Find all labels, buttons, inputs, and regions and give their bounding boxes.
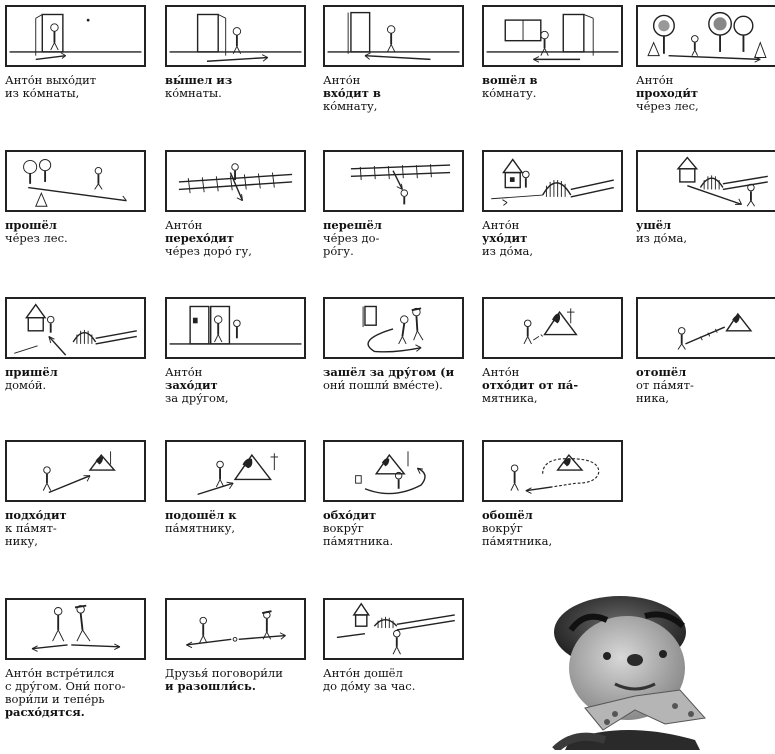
caption-text: до до́му за час. xyxy=(323,679,416,693)
caption-text: ушёл xyxy=(636,218,672,232)
caption-line xyxy=(165,245,310,258)
panel-16-picture xyxy=(5,440,146,502)
panel-11-picture xyxy=(5,297,146,359)
caption-line xyxy=(5,535,150,548)
panel-16 xyxy=(5,440,150,548)
scene-leaving-house xyxy=(484,152,621,210)
caption-text: па́мятника. xyxy=(323,534,394,548)
panel-20-caption xyxy=(5,667,150,719)
panel-4 xyxy=(482,5,627,100)
caption-text: к па́мят- xyxy=(5,521,57,535)
scene-crossing-road xyxy=(167,152,304,210)
panel-9-picture xyxy=(482,150,623,212)
panel-13-picture xyxy=(323,297,464,359)
caption-line xyxy=(323,245,468,258)
caption-text: и разошли́сь. xyxy=(165,679,256,693)
caption-line xyxy=(165,680,310,693)
caption-text: Анто́н выхо́дит xyxy=(5,73,97,87)
caption-text: па́мятнику, xyxy=(165,521,236,535)
panel-13-caption xyxy=(323,366,468,392)
panel-7 xyxy=(165,150,310,258)
caption-text: па́мятника, xyxy=(482,534,553,548)
caption-text: с дру́гом. Они́ пого- xyxy=(5,679,126,693)
panel-17-caption xyxy=(165,509,310,535)
scene-went-around-monument xyxy=(484,442,621,500)
panel-10 xyxy=(636,150,775,245)
caption-text: ухо́дит xyxy=(482,231,528,245)
caption-text: из до́ма, xyxy=(482,244,534,258)
panel-6-picture xyxy=(5,150,146,212)
caption-text: мятника, xyxy=(482,391,538,405)
panel-4-caption xyxy=(482,74,627,100)
caption-text: перехо́дит xyxy=(165,231,234,245)
caption-line xyxy=(165,87,310,100)
panel-21-caption xyxy=(165,667,310,693)
panel-4-picture xyxy=(482,5,623,67)
panel-11 xyxy=(5,297,150,392)
panel-14-picture xyxy=(482,297,623,359)
caption-text: из ко́мнаты, xyxy=(5,86,80,100)
caption-text: перешёл xyxy=(323,218,382,232)
panel-8-picture xyxy=(323,150,464,212)
panel-9 xyxy=(482,150,627,258)
panel-21 xyxy=(165,598,310,693)
caption-line xyxy=(5,706,150,719)
caption-text: вошёл в xyxy=(482,73,538,87)
panel-3-picture xyxy=(323,5,464,67)
panel-5 xyxy=(636,5,775,113)
caption-text: за дру́гом, xyxy=(165,391,229,405)
caption-text: отхо́дит от па́- xyxy=(482,378,579,392)
panel-17-picture xyxy=(165,440,306,502)
caption-text: ко́мнаты. xyxy=(165,86,222,100)
panel-17 xyxy=(165,440,310,535)
panel-15-caption xyxy=(636,366,775,405)
panel-19-caption xyxy=(482,509,627,548)
scene-walked-away-from-monument xyxy=(638,299,775,357)
caption-text: отошёл xyxy=(636,365,687,379)
caption-text: че́рез лес, xyxy=(636,99,699,113)
panel-21-picture xyxy=(165,598,306,660)
caption-text: Анто́н xyxy=(323,73,361,87)
caption-text: че́рез лес. xyxy=(5,231,68,245)
panel-8 xyxy=(323,150,468,258)
caption-line xyxy=(323,680,468,693)
panel-20-picture xyxy=(5,598,146,660)
panel-2 xyxy=(165,5,310,100)
caption-text: Анто́н xyxy=(636,73,674,87)
caption-text: ро́гу. xyxy=(323,244,354,258)
panel-15-picture xyxy=(636,297,775,359)
caption-text: обошёл xyxy=(482,508,533,522)
caption-line xyxy=(323,379,468,392)
panel-22-caption xyxy=(323,667,468,693)
scene-friends-meet xyxy=(7,600,144,658)
panel-16-caption xyxy=(5,509,150,548)
caption-text: из до́ма, xyxy=(636,231,688,245)
caption-text: вокру́г xyxy=(482,521,523,535)
panel-20 xyxy=(5,598,150,719)
panel-3-caption xyxy=(323,74,468,113)
panel-10-caption xyxy=(636,219,775,245)
scene-walking-away-from-monument xyxy=(484,299,621,357)
puppet-photo xyxy=(515,590,775,750)
puppet-figure xyxy=(515,590,775,750)
caption-text: вори́ли и тепе́рь xyxy=(5,692,105,706)
panel-2-picture xyxy=(165,5,306,67)
caption-text: че́рез доро́ гу, xyxy=(165,244,252,258)
scene-calling-for-friend xyxy=(167,299,304,357)
caption-line xyxy=(636,392,775,405)
caption-text: зашёл за дру́гом (и xyxy=(323,365,455,379)
panel-7-caption xyxy=(165,219,310,258)
panel-9-caption xyxy=(482,219,627,258)
caption-text: подхо́дит xyxy=(5,508,67,522)
panel-15 xyxy=(636,297,775,405)
panel-5-picture xyxy=(636,5,775,67)
scene-approached-monument xyxy=(167,442,304,500)
caption-text: Друзья́ поговори́ли xyxy=(165,666,283,680)
panel-6-caption xyxy=(5,219,150,245)
caption-line xyxy=(482,392,627,405)
caption-text: нику, xyxy=(5,534,38,548)
scene-passed-forest xyxy=(7,152,144,210)
panel-18-picture xyxy=(323,440,464,502)
caption-text: Анто́н дошёл xyxy=(323,666,403,680)
caption-text: проходи́т xyxy=(636,86,698,100)
panel-8-caption xyxy=(323,219,468,258)
caption-text: ко́мнату. xyxy=(482,86,537,100)
scene-going-around-monument xyxy=(325,442,462,500)
panel-1-picture xyxy=(5,5,146,67)
panel-19 xyxy=(482,440,627,548)
panel-22 xyxy=(323,598,468,693)
panel-1-caption xyxy=(5,74,150,100)
caption-text: Анто́н xyxy=(482,218,520,232)
panel-18-caption xyxy=(323,509,468,548)
caption-line xyxy=(5,379,150,392)
scene-left-room xyxy=(167,7,304,65)
scene-came-home xyxy=(7,299,144,357)
panel-22-picture xyxy=(323,598,464,660)
caption-line xyxy=(323,535,468,548)
scene-entered-room xyxy=(484,7,621,65)
caption-text: обхо́дит xyxy=(323,508,377,522)
caption-text: Анто́н xyxy=(165,218,203,232)
caption-text: они́ пошли́ вме́сте). xyxy=(323,378,443,392)
scene-through-forest xyxy=(638,7,775,65)
caption-text: от па́мят- xyxy=(636,378,694,392)
caption-line xyxy=(323,100,468,113)
scene-left-house xyxy=(638,152,775,210)
panel-14 xyxy=(482,297,627,405)
caption-text: Анто́н xyxy=(165,365,203,379)
caption-line xyxy=(636,232,775,245)
scene-friends-part xyxy=(167,600,304,658)
caption-text: подошёл к xyxy=(165,508,237,522)
panel-13 xyxy=(323,297,468,392)
caption-line xyxy=(165,392,310,405)
caption-line xyxy=(5,232,150,245)
caption-text: прошёл xyxy=(5,218,57,232)
caption-text: Анто́н xyxy=(482,365,520,379)
caption-line xyxy=(482,245,627,258)
caption-text: ко́мнату, xyxy=(323,99,378,113)
caption-text: пришёл xyxy=(5,365,58,379)
caption-line xyxy=(165,522,310,535)
panel-6 xyxy=(5,150,150,245)
panel-12-picture xyxy=(165,297,306,359)
caption-line xyxy=(482,87,627,100)
caption-text: че́рез до- xyxy=(323,231,380,245)
scene-entering-room xyxy=(325,7,462,65)
scene-leaving-room xyxy=(7,7,144,65)
panel-3 xyxy=(323,5,468,113)
panel-1 xyxy=(5,5,150,100)
panel-14-caption xyxy=(482,366,627,405)
caption-line xyxy=(5,87,150,100)
panel-18 xyxy=(323,440,468,548)
panel-10-picture xyxy=(636,150,775,212)
caption-text: захо́дит xyxy=(165,378,218,392)
caption-text: Анто́н встре́тился xyxy=(5,666,115,680)
scene-reached-home xyxy=(325,600,462,658)
caption-line xyxy=(482,535,627,548)
panel-2-caption xyxy=(165,74,310,100)
caption-line xyxy=(636,100,775,113)
panel-7-picture xyxy=(165,150,306,212)
caption-text: вы́шел из xyxy=(165,73,233,87)
caption-text: расхо́дятся. xyxy=(5,705,85,719)
panel-12 xyxy=(165,297,310,405)
scene-crossed-road xyxy=(325,152,462,210)
caption-text: вхо́дит в xyxy=(323,86,381,100)
panel-12-caption xyxy=(165,366,310,405)
scene-approaching-monument xyxy=(7,442,144,500)
panel-11-caption xyxy=(5,366,150,392)
caption-text: вокру́г xyxy=(323,521,364,535)
panel-19-picture xyxy=(482,440,623,502)
scene-went-together xyxy=(325,299,462,357)
panel-5-caption xyxy=(636,74,775,113)
caption-text: домо́й. xyxy=(5,378,47,392)
caption-text: ника, xyxy=(636,391,670,405)
